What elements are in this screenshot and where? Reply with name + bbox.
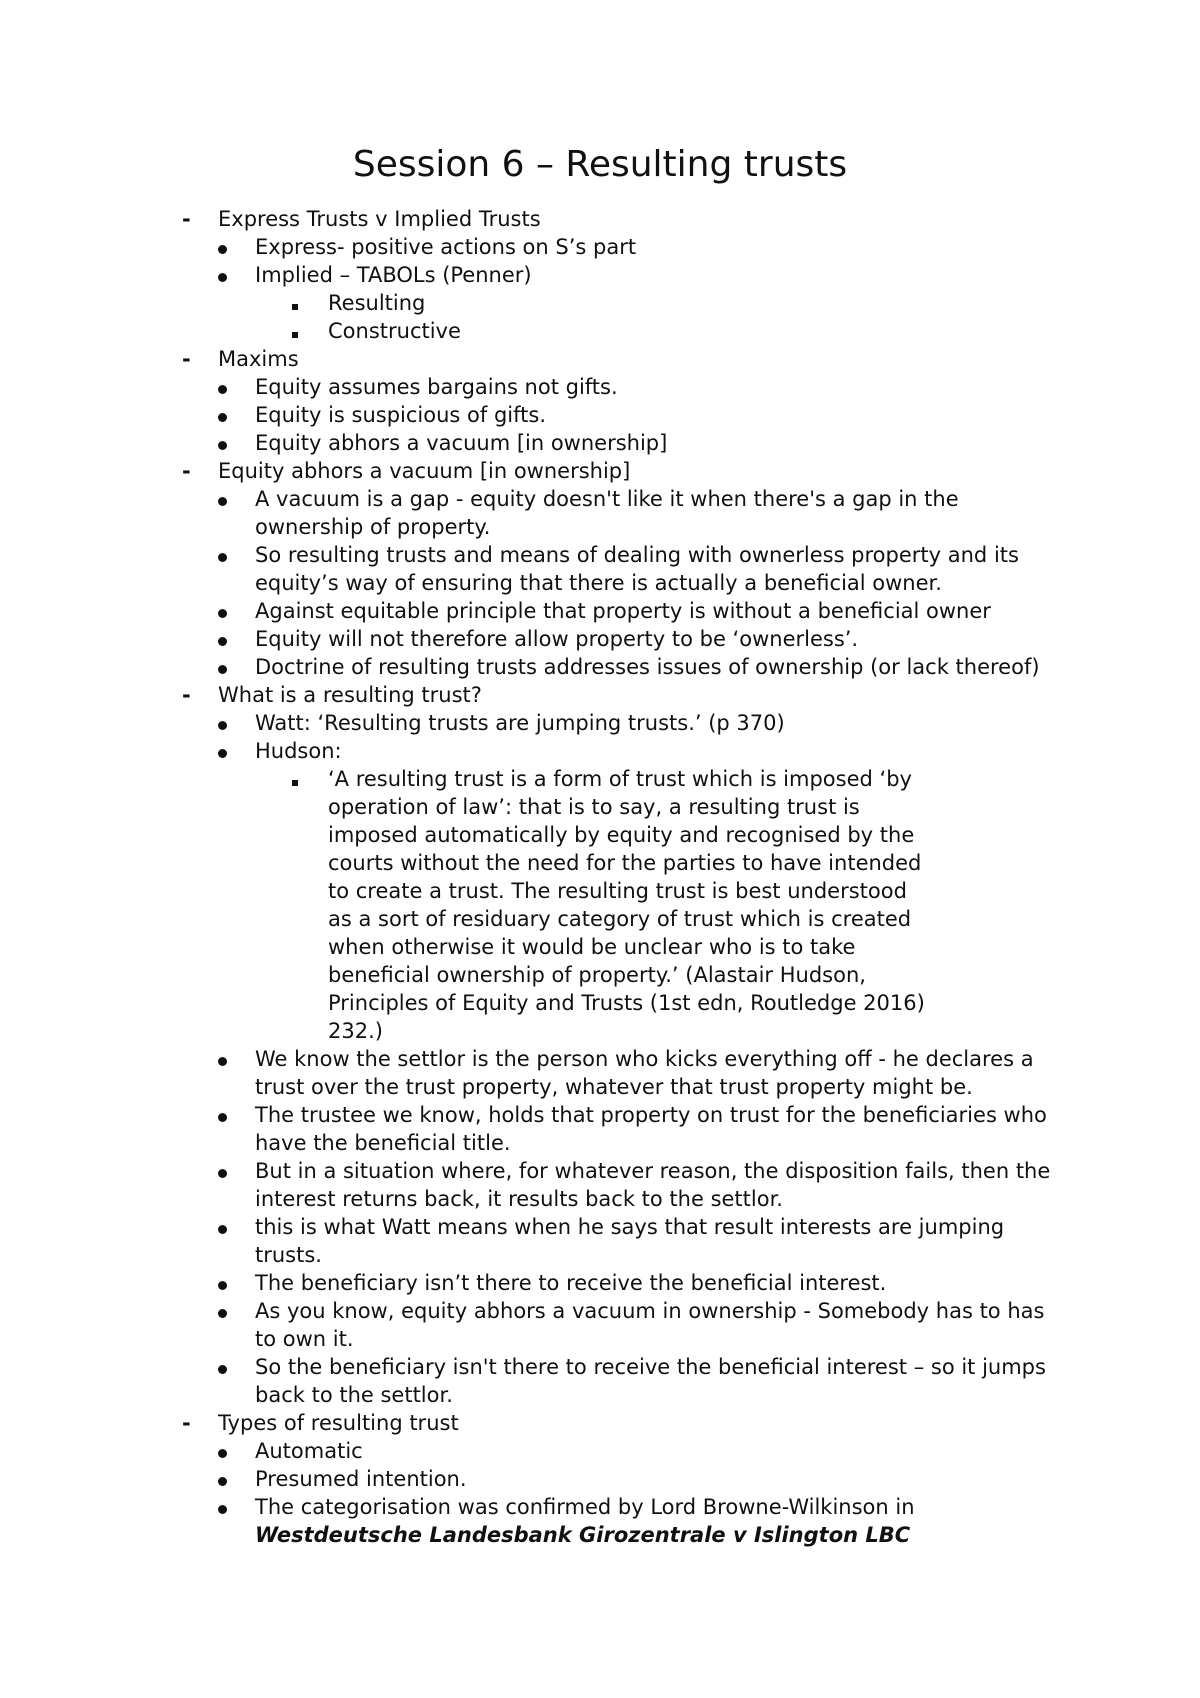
document-body xyxy=(0,205,1200,1549)
sub-list-item xyxy=(0,317,1060,345)
bullet-icon xyxy=(218,597,236,625)
list-item-text: Automatic xyxy=(255,1439,363,1463)
list-item-text: Presumed intention. xyxy=(255,1467,467,1491)
page-title: Session 6 – Resulting trusts xyxy=(352,144,848,185)
list-item xyxy=(0,233,1200,261)
list-item-text: Doctrine of resulting trusts addresses issues of ownership (or lack thereof) xyxy=(255,655,1040,679)
bullet-icon xyxy=(218,1269,236,1297)
dash-marker: - xyxy=(182,347,191,371)
sub-bullet-list xyxy=(255,289,1060,345)
bullet-icon xyxy=(218,1213,236,1241)
section-equity-abhors-vacuum xyxy=(0,457,1200,681)
bullet-icon xyxy=(218,1493,236,1521)
bullet-icon xyxy=(218,233,236,261)
bullet-icon xyxy=(218,373,236,401)
list-item xyxy=(0,1157,1200,1213)
list-item-text: The categorisation was confirmed by Lord Browne-Wilkinson in xyxy=(255,1495,915,1519)
dash-marker: - xyxy=(182,207,191,231)
bullet-icon xyxy=(218,1465,236,1493)
bullet-icon xyxy=(218,1437,236,1465)
list-item xyxy=(0,485,1200,541)
section-heading: Express Trusts v Implied Trusts xyxy=(218,207,541,231)
list-item xyxy=(0,1437,1200,1465)
section-types-of-resulting-trust xyxy=(0,1409,1200,1549)
list-item xyxy=(0,1297,1200,1353)
dash-marker: - xyxy=(182,1411,191,1435)
list-item-text: So resulting trusts and means of dealing with ownerless property and its equity’s way of ensuring that there is actually a beneficial owner. xyxy=(255,543,1019,595)
bullet-icon xyxy=(218,261,236,289)
bullet-icon xyxy=(218,1045,236,1073)
bullet-list xyxy=(218,485,1200,681)
dash-marker: - xyxy=(182,683,191,707)
list-item xyxy=(0,597,1200,625)
list-item-text: Watt: ‘Resulting trusts are jumping trusts.’ (p 370) xyxy=(255,711,785,735)
list-item-text: So the beneficiary isn't there to receive the beneficial interest – so it jumps back to the settlor. xyxy=(255,1355,1046,1407)
bullet-icon xyxy=(218,709,236,737)
square-bullet-icon xyxy=(292,317,310,345)
bullet-icon xyxy=(218,1157,236,1185)
list-item-text: this is what Watt means when he says that result interests are jumping trusts. xyxy=(255,1215,1005,1267)
list-item-text: A vacuum is a gap - equity doesn't like it when there's a gap in the ownership of property. xyxy=(255,487,959,539)
list-item-text: Against equitable principle that property is without a beneficial owner xyxy=(255,599,991,623)
list-item-text: Equity abhors a vacuum [in ownership] xyxy=(255,431,668,455)
list-item-text: The trustee we know, holds that property on trust for the beneficiaries who have the beneficial title. xyxy=(255,1103,1047,1155)
dash-marker: - xyxy=(182,459,191,483)
bullet-icon xyxy=(218,401,236,429)
sub-list-item xyxy=(0,289,1060,317)
list-item xyxy=(0,401,1200,429)
list-item-text: Equity will not therefore allow property to be ‘ownerless’. xyxy=(255,627,859,651)
list-item xyxy=(0,1465,1200,1493)
bullet-list xyxy=(218,373,1200,457)
case-citation: Westdeutsche Landesbank Girozentrale v Islington LBC xyxy=(255,1523,911,1547)
section-heading: What is a resulting trust? xyxy=(218,683,482,707)
section-maxims xyxy=(0,345,1200,457)
list-item xyxy=(0,1353,1200,1409)
hudson-quote: ‘A resulting trust is a form of trust which is imposed ‘by operation of law’: that is to say, a resulting trust is imposed automatically by equity and recognised by the courts without the need for the parties to have intended to create a trust. The resulting trust is best understood as a sort of residuary category of trust which is created when otherwise it would be unclear who is to take beneficial ownership of property.’ (Alastair Hudson, Principles of Equity and Trusts (1st edn, Routledge 2016) 232.) xyxy=(328,767,925,1043)
bullet-icon xyxy=(218,1297,236,1325)
list-item xyxy=(0,261,1200,345)
list-item xyxy=(0,1213,1200,1269)
square-bullet-icon xyxy=(292,765,310,793)
bullet-icon xyxy=(218,1101,236,1129)
bullet-list xyxy=(218,233,1200,345)
list-item-text: The beneficiary isn’t there to receive the beneficial interest. xyxy=(255,1271,887,1295)
list-item-text: Implied – TABOLs (Penner) xyxy=(255,263,532,287)
section-what-is-resulting-trust xyxy=(0,681,1200,1409)
list-item-text: Hudson: xyxy=(255,739,342,763)
bullet-icon xyxy=(218,429,236,457)
list-item xyxy=(0,541,1200,597)
sub-list-item xyxy=(0,765,1060,1045)
list-item xyxy=(0,653,1200,681)
sub-list-item-text: Constructive xyxy=(328,319,461,343)
list-item-text: We know the settlor is the person who kicks everything off - he declares a trust over the trust property, whatever that trust property might be. xyxy=(255,1047,1034,1099)
list-item xyxy=(0,709,1200,737)
list-item xyxy=(0,1045,1200,1101)
square-bullet-icon xyxy=(292,289,310,317)
list-item xyxy=(0,373,1200,401)
bullet-icon xyxy=(218,1353,236,1381)
list-item xyxy=(0,1493,1200,1549)
section-express-vs-implied xyxy=(0,205,1200,345)
sub-bullet-list xyxy=(255,765,1060,1045)
bullet-icon xyxy=(218,485,236,513)
sub-list-item-text: Resulting xyxy=(328,291,426,315)
list-item-text: Express- positive actions on S’s part xyxy=(255,235,637,259)
list-item-text: As you know, equity abhors a vacuum in ownership - Somebody has to has to own it. xyxy=(255,1299,1045,1351)
list-item xyxy=(0,1101,1200,1157)
bullet-icon xyxy=(218,737,236,765)
list-item-text: Equity assumes bargains not gifts. xyxy=(255,375,618,399)
bullet-icon xyxy=(218,653,236,681)
list-item xyxy=(0,1269,1200,1297)
section-heading: Maxims xyxy=(218,347,299,371)
bullet-list xyxy=(218,1437,1200,1549)
outline-list xyxy=(0,205,1200,1549)
bullet-list xyxy=(218,709,1200,1409)
bullet-icon xyxy=(218,625,236,653)
list-item xyxy=(0,625,1200,653)
list-item xyxy=(0,429,1200,457)
list-item xyxy=(0,737,1200,1045)
bullet-icon xyxy=(218,541,236,569)
section-heading: Types of resulting trust xyxy=(218,1411,459,1435)
section-heading: Equity abhors a vacuum [in ownership] xyxy=(218,459,631,483)
list-item-text: Equity is suspicious of gifts. xyxy=(255,403,546,427)
list-item-text: But in a situation where, for whatever reason, the disposition fails, then the interest returns back, it results back to the settlor. xyxy=(255,1159,1051,1211)
